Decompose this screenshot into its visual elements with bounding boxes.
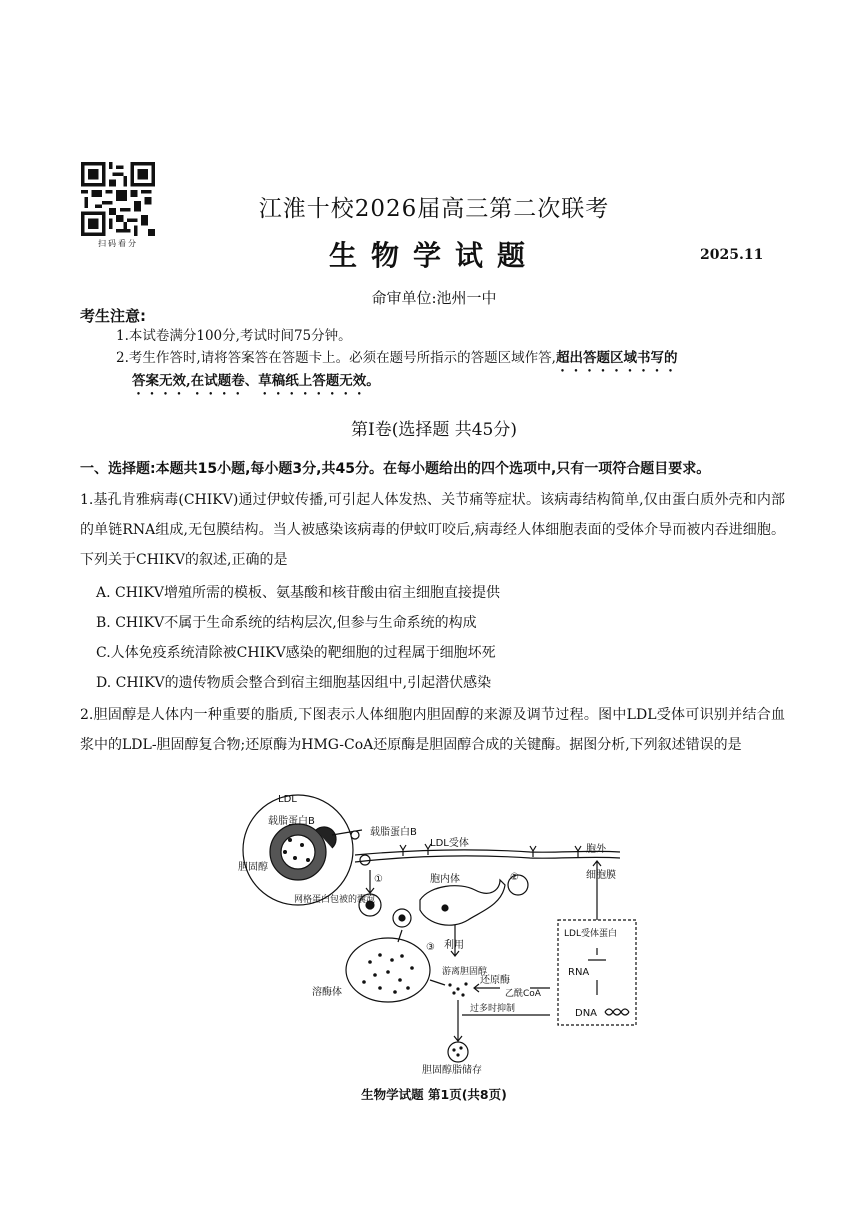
- label-cholesterol: 胆固醇: [238, 862, 268, 873]
- exam-title: 江淮十校2026届高三第二次联考: [258, 196, 610, 222]
- label-apob-inner: 载脂蛋白B: [268, 816, 315, 827]
- label-step-2: ②: [510, 872, 519, 883]
- label-coated-vesicle: 网格蛋白包被的囊泡: [294, 895, 376, 905]
- question-1-option-c: C.人体免疫系统清除被CHIKV感染的靶细胞的过程属于细胞坏死: [96, 645, 496, 661]
- exam-date: 2025.11: [700, 247, 764, 263]
- question-2-stem: 2.胆固醇是人体内一种重要的脂质,下图表示人体细胞内胆固醇的来源及调节过程。图中LDL受体可识别并结合血浆中的LDL-胆固醇复合物;还原酶为HMG-CoA还原酶是胆固醇合成的关键酶。据图分析,下列叙述错误的是: [80, 707, 785, 753]
- label-endosome: 胞内体: [430, 874, 460, 885]
- label-rna: RNA: [568, 967, 590, 978]
- label-ldl-receptor: LDL受体: [430, 838, 469, 849]
- notice-item-2-emphasis: 超出答题区域书写的: [555, 350, 678, 366]
- qr-caption: 扫码看分: [98, 239, 138, 248]
- label-membrane: 细胞膜: [586, 870, 616, 881]
- label-ldl: LDL: [278, 794, 297, 805]
- label-acetyl-coa: 乙酰CoA: [505, 989, 541, 999]
- label-extracellular: 胞外: [586, 844, 606, 855]
- label-apob: 载脂蛋白B: [370, 827, 417, 838]
- notice-item-1: 1.本试卷满分100分,考试时间75分钟。: [116, 328, 352, 344]
- label-step-1: ①: [374, 874, 383, 885]
- label-dna: DNA: [575, 1008, 598, 1019]
- label-reductase: 还原酶: [480, 975, 510, 986]
- lysosome: [346, 938, 430, 1002]
- notice-item-2-cont: 答案无效,在试题卷、草稿纸上答题无效。: [132, 373, 380, 389]
- label-use: 利用: [444, 940, 464, 951]
- setter-unit: 命审单位:池州一中: [371, 289, 497, 307]
- notice-item-2-text: 2.考生作答时,请将答案答在答题卡上。必须在题号所指示的答题区域作答,: [116, 350, 556, 366]
- label-inhibit: 过多时抑制: [470, 1004, 516, 1014]
- endosome: [420, 880, 505, 925]
- question-1-option-d: D. CHIKV的遗传物质会整合到宿主细胞基因组中,引起潜伏感染: [96, 675, 492, 691]
- label-free-cholesterol: 游离胆固醇: [442, 967, 488, 977]
- label-lysosome: 溶酶体: [312, 987, 342, 998]
- cell-membrane: [355, 850, 620, 855]
- volume-title: 第Ⅰ卷(选择题 共45分): [350, 420, 517, 440]
- label-receptor-protein: LDL受体蛋白: [564, 929, 617, 939]
- question-1-option-b: B. CHIKV不属于生命系统的结构层次,但参与生命系统的构成: [96, 615, 477, 631]
- storage-droplet: [448, 1042, 468, 1062]
- notice-title: 考生注意:: [80, 307, 146, 325]
- label-step-3: ③: [426, 942, 435, 953]
- cholesterol-diagram: [230, 790, 660, 1075]
- label-storage: 胆固醇脂储存: [422, 1065, 482, 1075]
- subject-title: 生物学试题: [328, 239, 539, 272]
- question-1-stem: 1.基孔肯雅病毒(CHIKV)通过伊蚊传播,可引起人体发热、关节痛等症状。该病毒结构简单,仅由蛋白质外壳和内部的单链RNA组成,无包膜结构。当人被感染该病毒的伊蚊叮咬后,病毒经人体细胞表面的受体介导而被内吞进细胞。下列关于CHIKV的叙述,正确的是: [80, 492, 785, 568]
- question-1-option-a: A. CHIKV增殖所需的模板、氨基酸和核苷酸由宿主细胞直接提供: [96, 585, 501, 601]
- section-title: 一、选择题:本题共15小题,每小题3分,共45分。在每小题给出的四个选项中,只有一项符合题目要求。: [80, 461, 711, 477]
- page-footer: 生物学试题 第1页(共8页): [361, 1087, 507, 1102]
